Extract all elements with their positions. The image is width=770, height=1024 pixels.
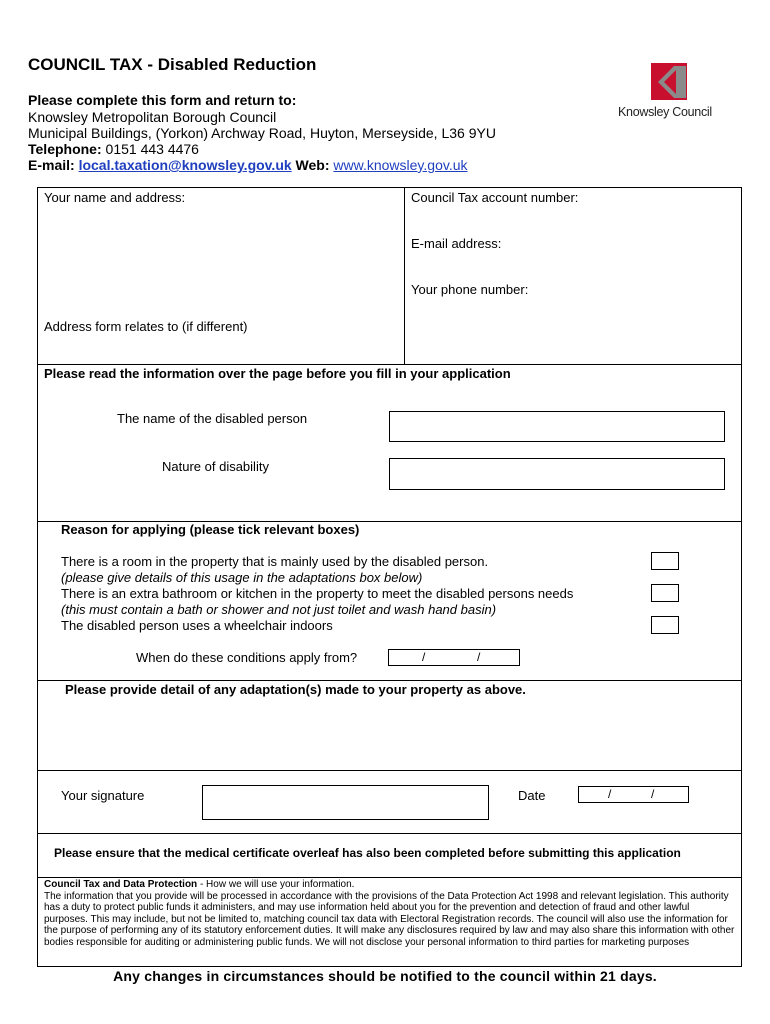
reason-wheelchair-text: The disabled person uses a wheelchair indoors: [61, 618, 333, 633]
logo-text: Knowsley Council: [618, 105, 712, 119]
name-address-label: Your name and address:: [44, 190, 186, 205]
adaptations-heading: Please provide detail of any adaptation(s) made to your property as above.: [65, 682, 526, 697]
logo-mark-icon: [614, 60, 724, 104]
adaptations-details-area[interactable]: [38, 700, 741, 770]
signature-input[interactable]: [202, 785, 489, 820]
reason-room-text: There is a room in the property that is mainly used by the disabled person.: [61, 554, 489, 569]
web-link[interactable]: www.knowsley.gov.uk: [333, 157, 468, 173]
council-address: Municipal Buildings, (Yorkon) Archway Road, Huyton, Merseyside, L36 9YU: [28, 125, 496, 141]
divider: [404, 188, 405, 364]
data-protection-heading: Council Tax and Data Protection: [44, 879, 198, 890]
signature-label: Your signature: [61, 788, 145, 803]
web-label: Web:: [295, 157, 330, 173]
telephone-label: Telephone:: [28, 141, 102, 157]
email-link[interactable]: local.taxation@knowsley.gov.uk: [78, 157, 292, 173]
divider: [38, 680, 741, 681]
account-number-label: Council Tax account number:: [411, 190, 579, 205]
conditions-date-input[interactable]: / /: [388, 649, 520, 666]
reason-bathroom-note: (this must contain a bath or shower and not just toilet and wash hand basin): [61, 602, 497, 617]
knowsley-council-logo: [614, 60, 724, 122]
medical-certificate-note: Please ensure that the medical certificate overleaf has also been completed before submitting this application: [54, 846, 681, 860]
disability-label: Nature of disability: [162, 459, 269, 474]
application-form: [37, 187, 742, 967]
telephone-number: 0151 443 4476: [101, 141, 199, 157]
page-title: COUNCIL TAX - Disabled Reduction: [28, 55, 317, 74]
read-information-notice: Please read the information over the page before you fill in your application: [44, 366, 511, 381]
conditions-date-label: When do these conditions apply from?: [136, 650, 358, 665]
signature-date-input[interactable]: / /: [578, 786, 689, 803]
council-name: Knowsley Metropolitan Borough Council: [28, 109, 277, 125]
wheelchair-checkbox[interactable]: [651, 616, 679, 634]
date-label: Date: [518, 788, 546, 803]
divider: [38, 877, 741, 878]
reason-heading: Reason for applying (please tick relevant boxes): [61, 522, 360, 537]
divider: [38, 833, 741, 834]
phone-number-label: Your phone number:: [411, 282, 529, 297]
room-checkbox[interactable]: [651, 552, 679, 570]
reason-bathroom-text: There is an extra bathroom or kitchen in the property to meet the disabled persons needs: [61, 586, 574, 601]
contact-line: [28, 157, 468, 173]
return-instruction: Please complete this form and return to:: [28, 92, 297, 108]
data-protection-notice: [44, 879, 736, 949]
divider: [38, 770, 741, 771]
bathroom-checkbox[interactable]: [651, 584, 679, 602]
email-address-label: E-mail address:: [411, 236, 502, 251]
data-protection-subheading: - How we will use your information.: [197, 879, 355, 890]
address-relates-label: Address form relates to (if different): [44, 319, 248, 334]
telephone-line: [28, 141, 199, 157]
disabled-person-label: The name of the disabled person: [117, 411, 308, 426]
email-label: E-mail:: [28, 157, 75, 173]
changes-notice: Any changes in circumstances should be notified to the council within 21 days.: [113, 968, 657, 984]
disabled-person-name-input[interactable]: [389, 411, 725, 442]
reason-room-note: (please give details of this usage in the adaptations box below): [61, 570, 423, 585]
divider: [38, 364, 741, 365]
data-protection-body: The information that you provide will be processed in accordance with the provisions of the Data Protection Act 1998 and relevant legislation. This authority has a duty to protect public funds it administers, and may use information held about you for the prevention and detection of fraud and other lawful purposes. This may include, but not be limited to, matching council tax data with Electoral Registration records. The council will also use the information for the purpose of performing any of its statutory enforcement duties. It will make any disclosures required by law and may also share this information with other bodies responsible for auditing or administering public funds. We will not disclose your personal information to third parties for marketing purposes: [44, 890, 735, 948]
nature-of-disability-input[interactable]: [389, 458, 725, 490]
